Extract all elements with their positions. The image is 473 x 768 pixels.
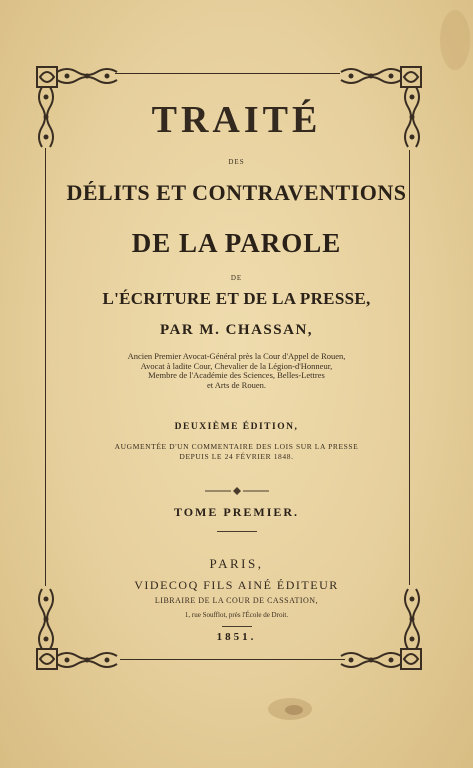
author-credential-line: Avocat à ladite Cour, Chevalier de la Légion-d'Honneur, [140, 360, 333, 371]
edition-note-line: DEPUIS LE 24 FÉVRIER 1848. [179, 452, 294, 461]
ornamental-rule [205, 486, 269, 496]
divider-rule [217, 531, 257, 532]
publisher-name: VIDECOQ FILS AINÉ ÉDITEUR [134, 578, 339, 592]
edition-note [0, 442, 473, 462]
author-credential-line: Ancien Premier Avocat-Général près la Cour d'Appel de Rouen, [127, 351, 346, 361]
book-title: TRAITÉ [151, 99, 322, 141]
publisher-address: 1, rue Soufflot, près l'École de Droit. [184, 611, 289, 619]
author-credential-line: et Arts de Rouen. [206, 379, 267, 390]
volume-label: TOME PREMIER. [173, 505, 300, 519]
edition-note-line: AUGMENTÉE D'UN COMMENTAIRE DES LOIS SUR LA PRESSE [114, 442, 359, 451]
connector-de: DE [230, 274, 243, 282]
subtitle-parole: DE LA PAROLE [131, 228, 342, 258]
divider-rule [222, 626, 252, 627]
publication-city: PARIS, [209, 556, 264, 571]
publisher-title: LIBRAIRE DE LA COUR DE CASSATION, [154, 596, 319, 605]
frame-top-rule [115, 73, 340, 74]
author-credentials [0, 352, 473, 390]
subtitle-delits: DÉLITS ET CONTRAVENTIONS [66, 180, 407, 205]
publication-year: 1851. [216, 631, 257, 643]
subtitle-ecriture: L'ÉCRITURE ET DE LA PRESSE, [102, 289, 371, 308]
connector-des: DES [228, 158, 245, 166]
edition-label: DEUXIÈME ÉDITION, [174, 422, 299, 432]
frame-bottom-rule [120, 659, 345, 660]
author-credential-line: Membre de l'Académie des Sciences, Belles-Lettres [148, 370, 325, 380]
author-name: PAR M. CHASSAN, [159, 322, 314, 338]
paper-stain [440, 10, 470, 70]
paper-stain [285, 705, 303, 715]
